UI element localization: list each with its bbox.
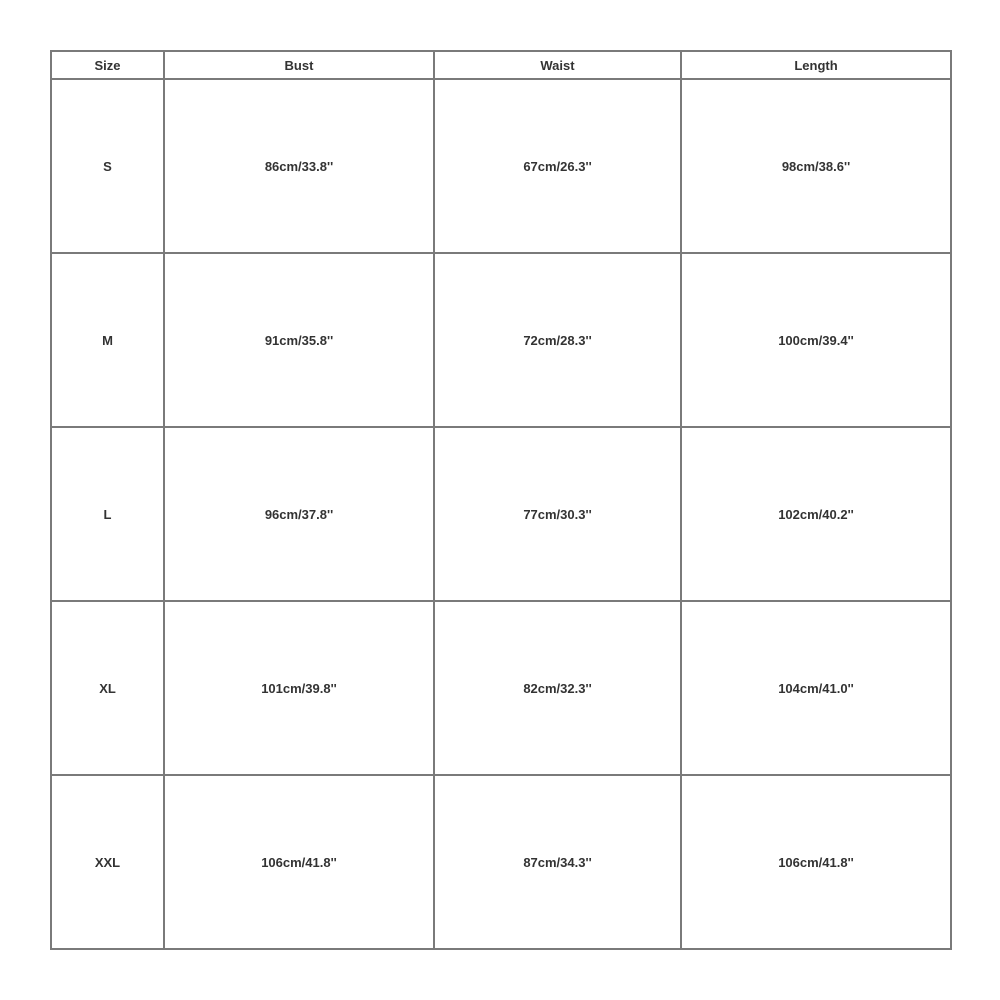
table-row (52, 254, 950, 426)
table-header-row (52, 52, 950, 78)
cell-bust: 91cm/35.8'' (165, 254, 433, 426)
cell-bust: 86cm/33.8'' (165, 80, 433, 252)
cell-bust: 106cm/41.8'' (165, 776, 433, 948)
table-row (52, 776, 950, 948)
cell-size: L (52, 428, 163, 600)
cell-waist: 67cm/26.3'' (435, 80, 680, 252)
cell-length: 102cm/40.2'' (682, 428, 950, 600)
table-row (52, 80, 950, 252)
size-chart-table (50, 50, 952, 950)
cell-waist: 77cm/30.3'' (435, 428, 680, 600)
cell-waist: 72cm/28.3'' (435, 254, 680, 426)
header-bust: Bust (165, 52, 433, 78)
cell-length: 104cm/41.0'' (682, 602, 950, 774)
header-length: Length (682, 52, 950, 78)
cell-size: S (52, 80, 163, 252)
table-row (52, 602, 950, 774)
cell-waist: 82cm/32.3'' (435, 602, 680, 774)
cell-length: 98cm/38.6'' (682, 80, 950, 252)
cell-bust: 101cm/39.8'' (165, 602, 433, 774)
cell-size: XL (52, 602, 163, 774)
cell-bust: 96cm/37.8'' (165, 428, 433, 600)
header-size: Size (52, 52, 163, 78)
cell-size: XXL (52, 776, 163, 948)
cell-size: M (52, 254, 163, 426)
cell-length: 100cm/39.4'' (682, 254, 950, 426)
header-waist: Waist (435, 52, 680, 78)
table-row (52, 428, 950, 600)
cell-length: 106cm/41.8'' (682, 776, 950, 948)
cell-waist: 87cm/34.3'' (435, 776, 680, 948)
